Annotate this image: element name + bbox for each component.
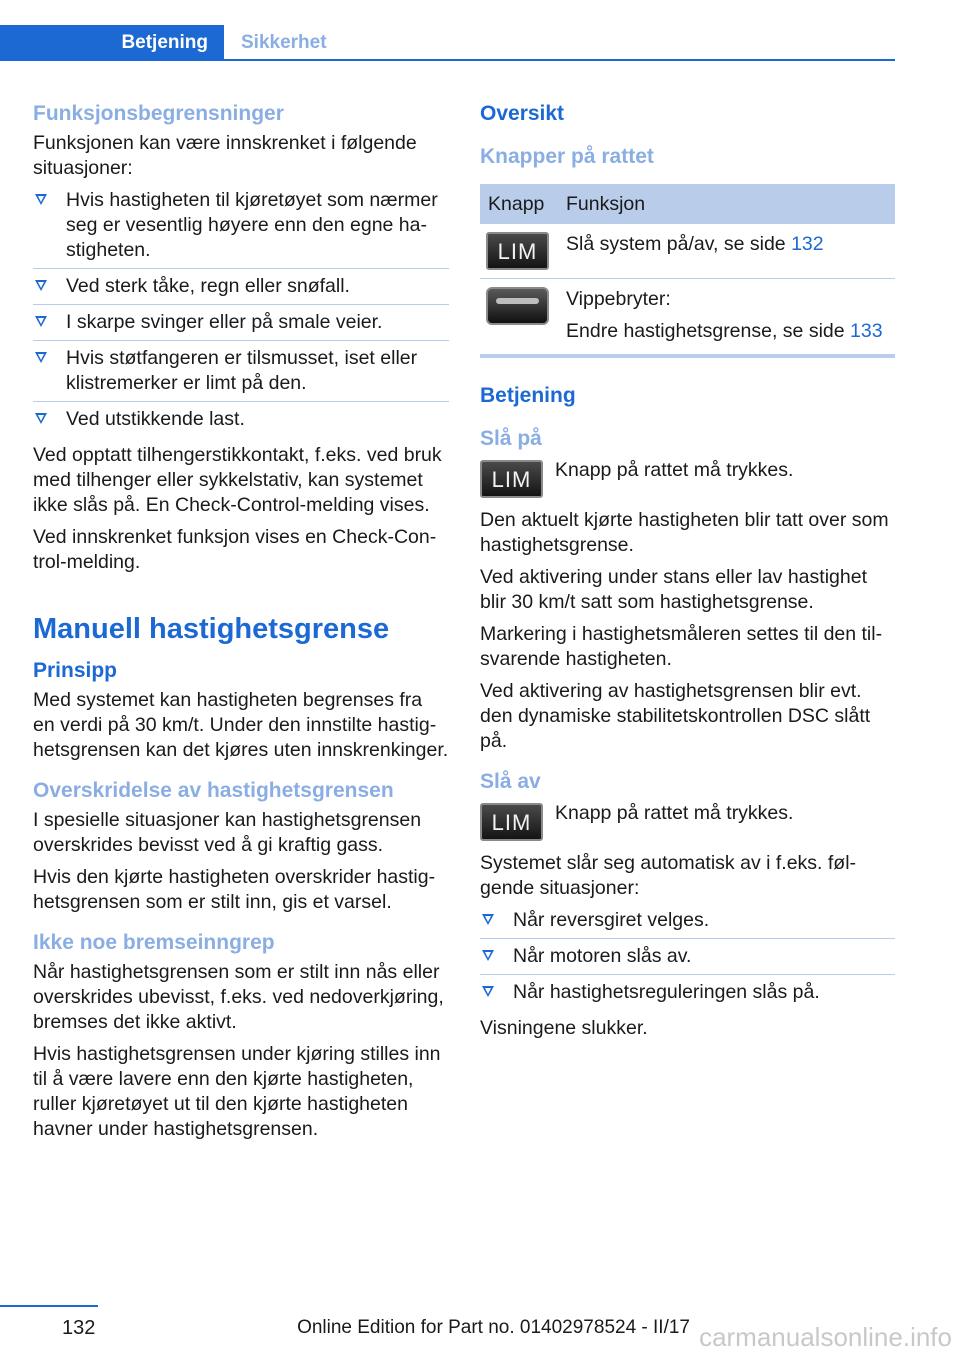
row2-line1: Vippebryter: (566, 288, 671, 310)
operation-heading: Betjening (480, 384, 576, 407)
list-item: Hvis støtfangeren er tilsmusset, iset eller klistremerker er limt på den. (33, 346, 449, 402)
row1-text: Slå system på/av, se side (566, 233, 792, 255)
edition-text: Online Edition for Part no. 01402978524 - II/17 (297, 1317, 690, 1338)
page-title: Manuell hastighetsgrense (33, 613, 390, 645)
on-button-text: Knapp på rattet må trykkes. (555, 459, 794, 481)
table-row (480, 279, 895, 357)
off-heading: Slå av (480, 770, 541, 793)
off-button-text: Knapp på rattet må trykkes. (555, 802, 794, 824)
page-link-133[interactable]: 133 (850, 320, 883, 342)
on-text-1: Den aktuelt kjørte hastigheten blir tatt over som hastighetsgrense. (480, 509, 889, 556)
list-item: Ved sterk tåke, regn eller snøfall. (33, 274, 449, 305)
lim-button-icon: LIM (480, 803, 543, 841)
on-text-3: Markering i hastighetsmåleren settes til den tilsvarende hastigheten. (480, 623, 883, 670)
watermark: carmanualsonline.info (699, 1322, 952, 1352)
table-header-row (480, 184, 895, 224)
off-intro: Systemet slår seg automatisk av i f.eks. følgende situasjoner: (480, 852, 857, 899)
triangle-bullet-icon (35, 413, 47, 424)
triangle-bullet-icon (35, 194, 47, 205)
table-header-key: Knapp (480, 184, 558, 224)
table-row (480, 224, 895, 279)
page-number: 132 (62, 1317, 96, 1339)
page-link-132[interactable]: 132 (791, 233, 824, 255)
tab-betjening[interactable]: Betjening (0, 25, 224, 61)
list-item: Ved utstikkende last. (33, 407, 449, 437)
trailer-text: Ved opptatt tilhengerstikkontakt, f.eks. ved bruk med tilhenger eller sykkelstativ, kan systemet ikke slås på. En Check-Control-melding vises. (33, 444, 442, 516)
off-button-row (480, 801, 895, 841)
on-text-2: Ved aktivering under stans eller lav hastighet blir 30 km/t satt som hastighetsgrense. (480, 566, 867, 613)
buttons-heading: Knapper på rattet (480, 145, 654, 168)
table-header-function: Funksjon (558, 184, 895, 224)
list-item: I skarpe svinger eller på smale veier. (33, 310, 449, 341)
lim-button-icon: LIM (486, 232, 549, 270)
off-end-text: Visningene slukker. (480, 1017, 648, 1039)
exceed-text-2: Hvis den kjørte hastigheten overskrider hastighetsgrensen som er stilt inn, gis et varsel. (33, 866, 436, 913)
triangle-bullet-icon (482, 950, 494, 961)
triangle-bullet-icon (35, 352, 47, 363)
list-item: Når hastighetsreguleringen slås på. (480, 980, 895, 1010)
on-text-4: Ved aktivering av hastighetsgrensen blir evt. den dynamiske stabilitetskontrollen DSC slått på. (480, 680, 871, 752)
principle-heading: Prinsipp (33, 659, 118, 682)
triangle-bullet-icon (482, 914, 494, 925)
right-column (480, 100, 895, 1048)
principle-text: Med systemet kan hastigheten begrenses fra en verdi på 30 km/t. Under den innstilte hastighetsgrensen kan det kjøres uten innskrenkinger. (33, 689, 449, 761)
triangle-bullet-icon (35, 316, 47, 327)
tab-bar (0, 25, 895, 61)
steering-buttons-table (480, 184, 895, 358)
triangle-bullet-icon (482, 986, 494, 997)
tab-sikkerhet[interactable]: Sikkerhet (241, 32, 327, 53)
exceed-heading: Overskridelse av hastighetsgrensen (33, 779, 394, 802)
nobrake-text-1: Når hastighetsgrensen som er stilt inn nås eller overskrides ubevisst, f.eks. ved nedoverkjøring, bremses det ikke aktivt. (33, 961, 444, 1033)
limits-heading: Funksjonsbegrensninger (33, 102, 284, 125)
tab-underline (0, 59, 895, 61)
nobrake-text-2: Hvis hastighetsgrensen under kjøring stilles inn til å være lavere enn den kjørte hastigheten, ruller kjøretøyet ut til den kjørte hastigheten havner under hastighetsgrensen. (33, 1043, 441, 1140)
list-item: Hvis hastigheten til kjøretøyet som nærmer seg er vesentlig høyere enn den egne hastigheten. (33, 188, 449, 269)
triangle-bullet-icon (35, 280, 47, 291)
limits-list (33, 188, 449, 437)
footer-rule (0, 1305, 98, 1307)
on-heading: Slå på (480, 427, 542, 450)
rocker-switch-icon (486, 287, 549, 325)
list-item: Når motoren slås av. (480, 944, 895, 975)
overview-heading: Oversikt (480, 102, 565, 125)
limits-intro: Funksjonen kan være innskrenket i følgende situasjoner: (33, 132, 417, 179)
nobrake-heading: Ikke noe bremseinngrep (33, 931, 275, 954)
restricted-text: Ved innskrenket funksjon vises en Check-Control-melding. (33, 526, 437, 573)
on-button-row (480, 458, 895, 498)
lim-button-icon: LIM (480, 460, 543, 498)
row2-text: Endre hastighetsgrense, se side (566, 320, 851, 342)
left-column (33, 100, 449, 1149)
exceed-text-1: I spesielle situasjoner kan hastighetsgrensen overskrides bevisst ved å gi kraftig gass. (33, 809, 422, 856)
list-item: Når reversgiret velges. (480, 908, 895, 939)
off-list (480, 908, 895, 1010)
